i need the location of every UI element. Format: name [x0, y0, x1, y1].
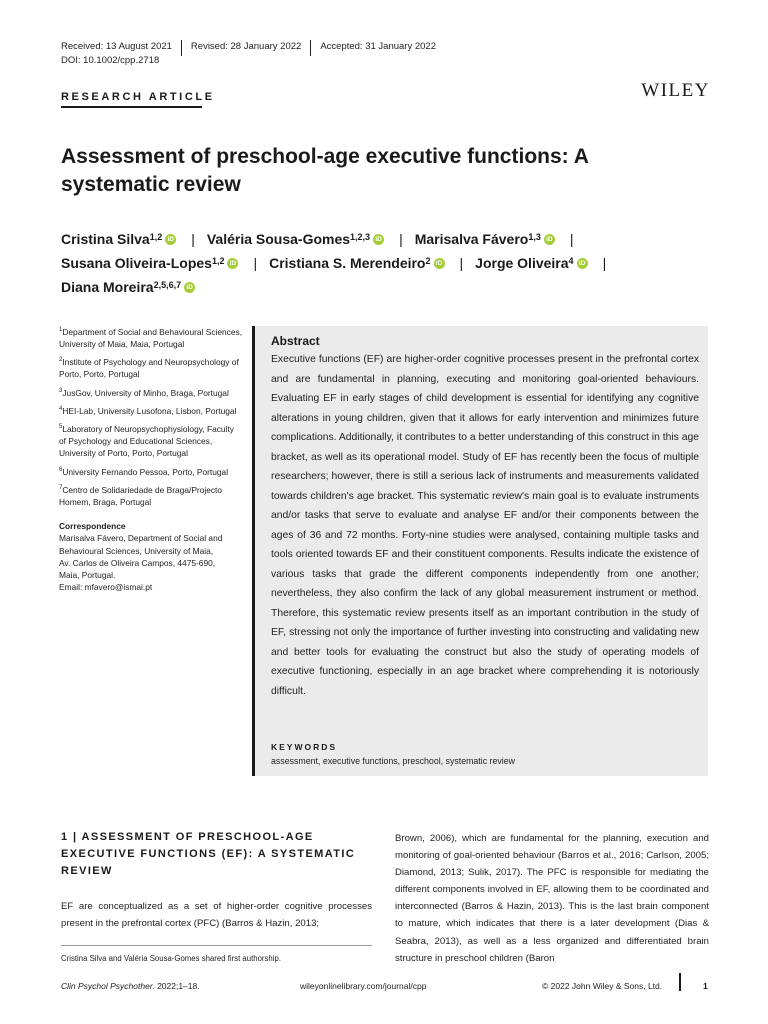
abstract-heading: Abstract [271, 334, 320, 348]
accepted-date: Accepted: 31 January 2022 [320, 40, 436, 52]
doi[interactable]: DOI: 10.1002/cpp.2718 [61, 55, 160, 66]
affiliation-item: $^5$Laboratory of Neuropsychophysiology, Faculty of Psychology and Educational Sciences, University of Porto, Porto, Portugal [59, 423, 234, 459]
author-name: Susana Oliveira-Lopes [61, 255, 212, 271]
affiliations [59, 324, 243, 593]
date-separator [181, 40, 182, 56]
author-affiliation-ref: 1,2,3 [350, 232, 371, 242]
affiliation-item: $^2$Institute of Psychology and Neuropsychology of Porto, Porto, Portugal [59, 357, 239, 380]
orcid-icon[interactable]: iD [577, 258, 588, 269]
author-separator: | [253, 255, 258, 271]
correspondence-line: Maia, Portugal. [59, 569, 116, 580]
affiliation-item: $^3$JusGov, University of Minho, Braga, Portugal [59, 387, 229, 398]
correspondence-line: Behavioural Sciences, University of Maia, [59, 545, 214, 556]
footnote-rule [61, 945, 372, 946]
affiliation-item: $^6$University Fernando Pessoa, Porto, Portugal [59, 466, 229, 477]
author-separator: | [569, 231, 574, 247]
section-heading: 1 | ASSESSMENT OF PRESCHOOL-AGE EXECUTIVE FUNCTIONS (EF): A SYSTEMATIC REVIEW [61, 831, 356, 877]
author-affiliation-ref: 1,2 [149, 232, 163, 242]
correspondence-line: Av. Carlos de Oliveira Campos, 4475-690, [59, 557, 216, 568]
author-affiliation-ref: 2 [425, 256, 431, 266]
correspondence-line: Marisalva Fávero, Department of Social and [59, 533, 223, 544]
publisher-logo: WILEY [641, 80, 710, 101]
orcid-icon[interactable]: iD [165, 234, 176, 245]
author-affiliation-ref: 1,3 [528, 232, 541, 242]
affiliation-item: $^1$Department of Social and Behavioural Sciences, University of Maia, Maia, Portugal [59, 326, 243, 349]
author-name: Marisalva Fávero [414, 231, 529, 247]
article-type-underline [61, 106, 202, 108]
author-affiliation-ref: 1,2 [211, 256, 225, 266]
journal-citation [61, 981, 200, 991]
revised-date: Revised: 28 January 2022 [190, 40, 302, 52]
received-date: Received: 13 August 2021 [61, 40, 172, 52]
body-text-left: EF are conceptualized as a set of higher-order cognitive processes present in the prefrontal cortex (PFC) (Barros & Hazin, 2013; [61, 901, 372, 929]
author-name: Valéria Sousa-Gomes [206, 231, 351, 247]
page-number: 1 [703, 981, 708, 991]
author-separator: | [459, 255, 464, 271]
keywords-text: assessment, executive functions, preschool, systematic review [271, 756, 515, 766]
author-affiliation-ref: 2,5,6,7 [153, 280, 182, 290]
journal-name: Clin Psychol Psychother. [61, 981, 155, 991]
author-separator: | [602, 255, 607, 271]
author-name: Cristiana S. Merendeiro [269, 255, 426, 271]
citation-details: 2022;1–18. [154, 981, 200, 991]
date-separator [310, 40, 311, 56]
orcid-icon[interactable]: iD [373, 234, 384, 245]
author-affiliation-ref: 4 [568, 256, 574, 266]
orcid-icon[interactable]: iD [227, 258, 238, 269]
abstract-text: Executive functions (EF) are higher-order cognitive processes present in the prefrontal cortex and are fundamental in planning, executing and monitoring goal-oriented behaviours. Evaluating EF in early stages of child development is essential for identifying any cognitive alterations in young children, given that it allows for early intervention and minimizes future complications. Additionally, it contributes to a better understanding of this construct in this age bracket, as well as its operational model. Study of EF has recently been the focus of multiple researchers; however, there is still a serious lack of instruments and measurements validated towards children's age bracket. This systematic review's main goal is to evaluate instruments and/or tasks that serve to evaluate and analyse EF and/or their components between the ages of 36 and 72 months. Forty-nine studies were analysed, containing multiple tasks and tools oriented towards EF and their constituent components. Results indicate the existence of various tasks that grade the different components independently from one another; nevertheless, they also confirm the lack of any global measurement instrument or method. Therefore, this systematic review presents itself as an important contribution in the study of EF, stressing not only the importance of further investing into constructing and validating new and better tools for evaluating the construct but also the study of operating models of executive functioning, especially in an age bracket where comprehending it is notoriously difficult. [271, 354, 699, 697]
author-list [61, 227, 721, 299]
correspondence-heading: Correspondence [59, 521, 126, 532]
abstract-rule [252, 326, 255, 776]
footer-divider [679, 973, 681, 991]
affiliation-item: $^4$HEI-Lab, University Lusofona, Lisbon, Portugal [59, 405, 237, 416]
footnote: Cristina Silva and Valéria Sousa-Gomes shared first authorship. [61, 954, 282, 963]
author-separator: | [399, 231, 403, 247]
orcid-icon[interactable]: iD [184, 282, 195, 293]
article-title: Assessment of preschool-age executive functions: A systematic review [61, 145, 589, 196]
article-type: RESEARCH ARTICLE [61, 91, 215, 103]
author-name: Cristina Silva [61, 231, 150, 247]
body-text-right: Brown, 2006), which are fundamental for the planning, execution and monitoring of goal-oriented behaviour (Barros et al., 2016; Carlson, 2005; Diamond, 2013; Sulik, 2017). The PFC is responsible for mediating the different components involved in EF, allowing them to be coordinated and interconnected (Barros & Hazin, 2013). This is the last brain component to mature, which indicates that there is a later development (Dias & Seabra, 2013), as well as a less organized and differentiated brain structure in preschool children (Baron [395, 833, 709, 964]
copyright: © 2022 John Wiley & Sons, Ltd. [542, 981, 663, 991]
affiliation-item: $^7$Centro de Solidariedade de Braga/Projecto Homem, Braga, Portugal [59, 484, 223, 507]
author-name: Diana Moreira [61, 279, 154, 295]
author-name: Jorge Oliveira [475, 255, 569, 271]
article-dates [61, 38, 445, 54]
orcid-icon[interactable]: iD [544, 234, 555, 245]
correspondence-email[interactable]: Email: mfavero@ismai.pt [59, 582, 153, 593]
orcid-icon[interactable]: iD [434, 258, 445, 269]
keywords-heading: KEYWORDS [271, 742, 338, 752]
journal-url[interactable]: wileyonlinelibrary.com/journal/cpp [300, 981, 427, 991]
author-separator: | [191, 231, 195, 247]
